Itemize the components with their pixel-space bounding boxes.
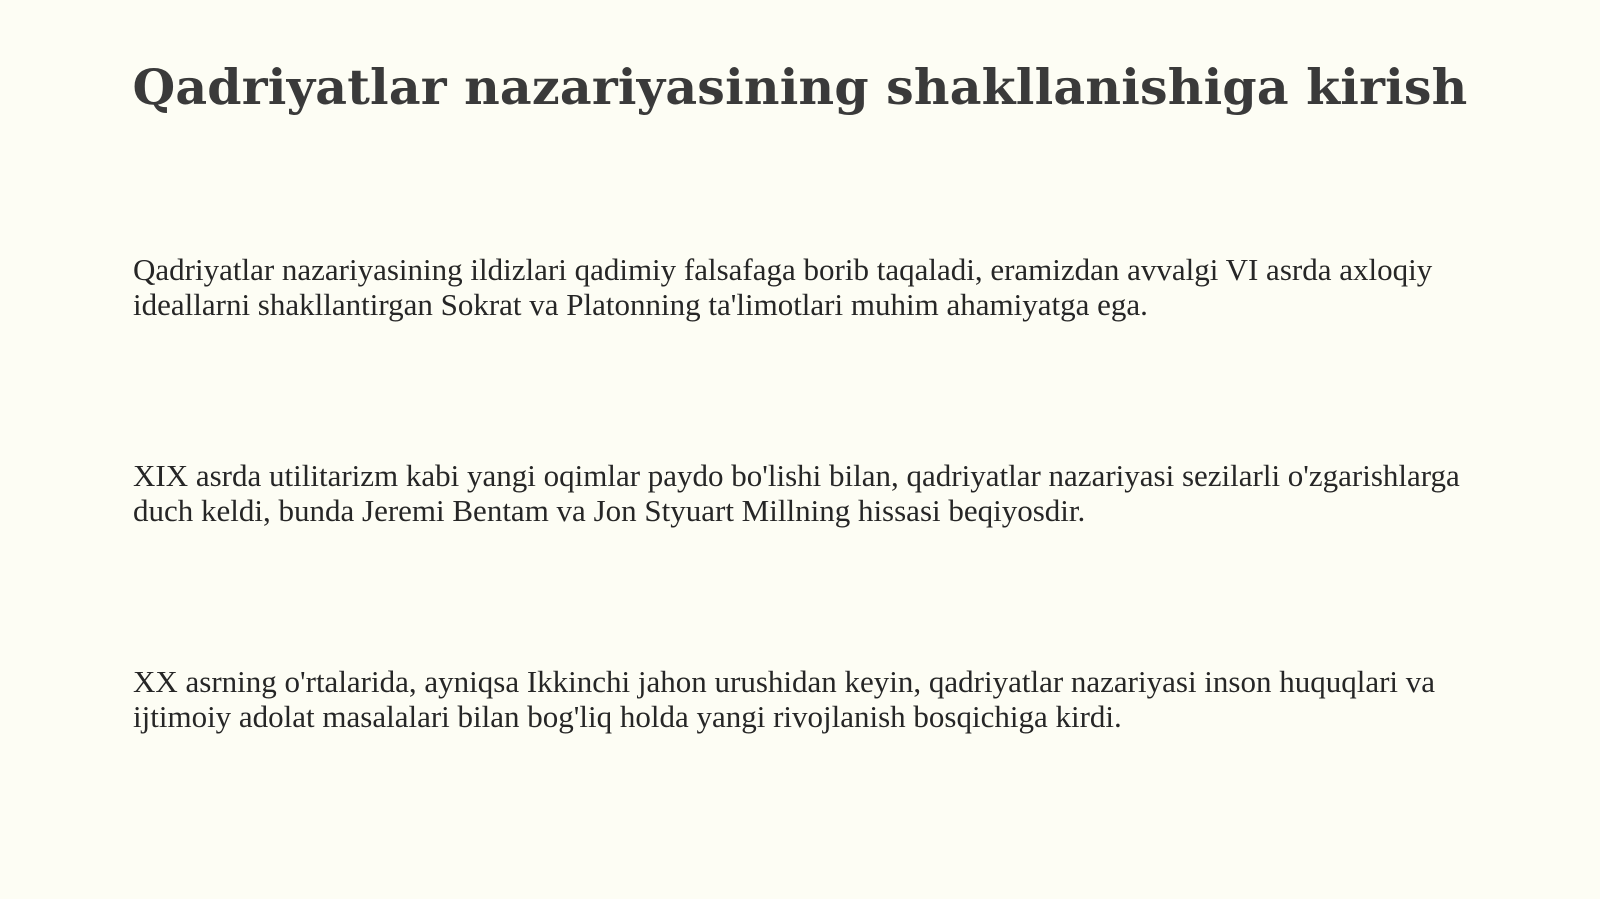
slide-title: Qadriyatlar nazariyasining shakllanishiga kirish [132, 58, 1468, 116]
paragraph-utilitarianism: XIX asrda utilitarizm kabi yangi oqimlar paydo bo'lishi bilan, qadriyatlar nazariyasi sezilarli o'zgarishlarga duch keldi, bunda Jeremi Bentam va Jon Styuart Millning hissasi beqiyosdir. [133, 458, 1460, 528]
paragraph-ancient-philosophy: Qadriyatlar nazariyasining ildizlari qadimiy falsafaga borib taqaladi, eramizdan avvalgi VI asrda axloqiy ideallarni shakllantirgan Sokrat va Platonning ta'limotlari muhim ahamiyatga ega. [133, 252, 1433, 322]
paragraph-twentieth-century: XX asrning o'rtalarida, ayniqsa Ikkinchi jahon urushidan keyin, qadriyatlar nazariyasi inson huquqlari va ijtimoiy adolat masalalari bilan bog'liq holda yangi rivojlanish bosqichiga kirdi. [133, 664, 1436, 734]
